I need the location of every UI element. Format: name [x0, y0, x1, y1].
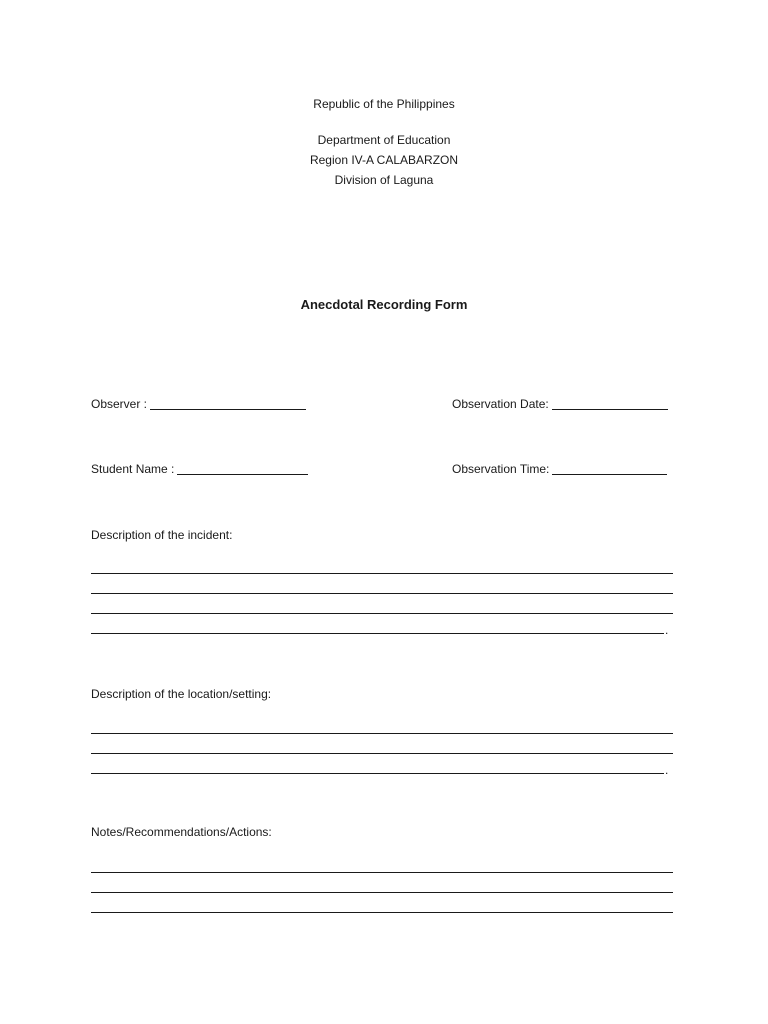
observation-time-blank[interactable] — [552, 463, 667, 475]
location-label: Description of the location/setting: — [91, 687, 272, 701]
notes-line[interactable] — [91, 912, 673, 913]
observation-date-field — [452, 397, 668, 411]
student-name-field — [91, 462, 308, 476]
notes-label: Notes/Recommendations/Actions: — [91, 825, 272, 839]
incident-line[interactable] — [91, 573, 673, 574]
incident-line[interactable] — [91, 633, 664, 634]
observation-time-field — [452, 462, 667, 476]
location-line[interactable] — [91, 753, 673, 754]
region-heading: Region IV-A CALABARZON — [309, 153, 459, 167]
incident-line[interactable] — [91, 613, 673, 614]
location-line[interactable] — [91, 733, 673, 734]
notes-line[interactable] — [91, 892, 673, 893]
location-end-mark: . — [665, 763, 669, 777]
form-title: Anecdotal Recording Form — [300, 297, 468, 312]
observation-date-blank[interactable] — [552, 398, 668, 410]
observer-label: Observer : — [91, 397, 148, 411]
location-line[interactable] — [91, 773, 664, 774]
observation-time-label: Observation Time: — [452, 462, 550, 476]
observer-blank[interactable] — [150, 398, 306, 410]
incident-line[interactable] — [91, 593, 673, 594]
observer-field — [91, 397, 306, 411]
observation-date-label: Observation Date: — [452, 397, 549, 411]
incident-end-mark: . — [665, 623, 669, 637]
country-heading: Republic of the Philippines — [313, 97, 455, 111]
student-name-label: Student Name : — [91, 462, 175, 476]
division-heading: Division of Laguna — [334, 173, 434, 187]
department-heading: Department of Education — [317, 133, 451, 147]
incident-label: Description of the incident: — [91, 528, 233, 542]
notes-line[interactable] — [91, 872, 673, 873]
student-name-blank[interactable] — [177, 463, 308, 475]
